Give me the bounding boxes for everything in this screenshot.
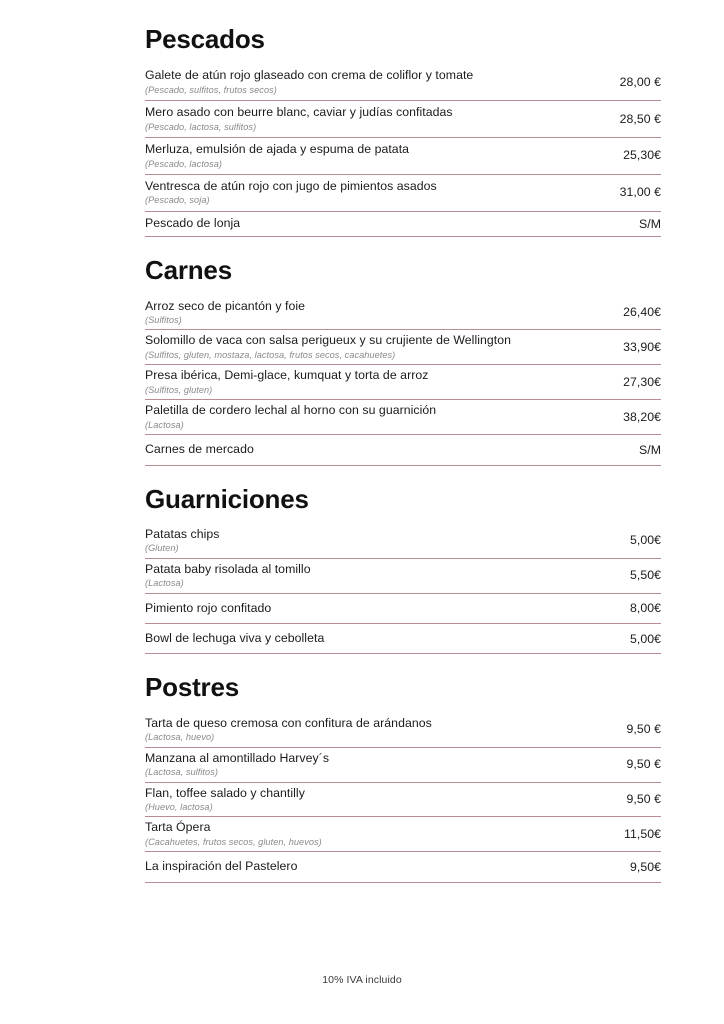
section-title-guarniciones: Guarniciones bbox=[145, 483, 309, 514]
menu-item-name: Tarta de queso cremosa con confitura de arándanos bbox=[145, 715, 432, 730]
section-title-carnes: Carnes bbox=[145, 255, 232, 286]
menu-item-main bbox=[145, 785, 587, 814]
vat-note: 10% IVA incluido bbox=[322, 974, 402, 986]
menu-item-name: Arroz seco de picantón y foie bbox=[145, 298, 306, 313]
menu-item-allergens: (Gluten) bbox=[145, 543, 179, 554]
menu-item-price: S/M bbox=[638, 442, 661, 457]
menu-item-name: Solomillo de vaca con salsa perigueux y su crujiente de Wellington bbox=[145, 333, 512, 348]
menu-item-name: Pimiento rojo confitado bbox=[145, 600, 272, 615]
menu-item-price: 9,50€ bbox=[629, 859, 661, 874]
menu-item-main bbox=[145, 441, 587, 458]
menu-item-row bbox=[145, 783, 661, 818]
menu-item-main bbox=[145, 402, 587, 431]
menu-item-row bbox=[145, 330, 661, 365]
menu-item-allergens: (Sulfitos, gluten) bbox=[145, 384, 213, 395]
menu-item-row bbox=[145, 175, 661, 212]
menu-section-guarniciones bbox=[145, 483, 661, 655]
menu-item-price: 9,50 € bbox=[626, 791, 661, 806]
menu-item-row bbox=[145, 400, 661, 435]
menu-item-main bbox=[145, 600, 587, 617]
menu-item-allergens: (Pescado, sulfitos, frutos secos) bbox=[145, 84, 277, 95]
menu-item-name: Patata baby risolada al tomillo bbox=[145, 561, 311, 576]
menu-item-name: Mero asado con beurre blanc, caviar y judías confitadas bbox=[145, 105, 453, 120]
menu-item-row bbox=[145, 524, 661, 559]
menu-item-allergens: (Cacahuetes, frutos secos, gluten, huevos) bbox=[145, 836, 322, 847]
menu-item-main bbox=[145, 104, 587, 133]
menu-item-name: Paletilla de cordero lechal al horno con su guarnición bbox=[145, 403, 437, 418]
menu-item-allergens: (Pescado, soja) bbox=[145, 195, 210, 206]
menu-item-price: 28,50 € bbox=[619, 111, 661, 126]
menu-item-price: 9,50 € bbox=[626, 757, 661, 772]
menu-item-row bbox=[145, 212, 661, 237]
menu-item-row bbox=[145, 748, 661, 783]
menu-item-list bbox=[145, 296, 661, 466]
menu-item-name: La inspiración del Pastelero bbox=[145, 859, 298, 874]
menu-item-row bbox=[145, 624, 661, 654]
menu-item-allergens: (Sulfitos) bbox=[145, 315, 182, 325]
menu-item-name: Carnes de mercado bbox=[145, 442, 254, 457]
menu-item-name: Tarta Ópera bbox=[145, 820, 211, 835]
menu-item-main bbox=[145, 715, 587, 744]
menu-item-price: 11,50€ bbox=[624, 826, 661, 841]
menu-item-name: Pescado de lonja bbox=[145, 215, 241, 230]
menu-item-main bbox=[145, 298, 587, 327]
menu-item-name: Ventresca de atún rojo con jugo de pimientos asados bbox=[145, 178, 437, 193]
section-title-pescados: Pescados bbox=[145, 24, 265, 54]
menu-item-price: S/M bbox=[638, 216, 661, 231]
menu-item-row bbox=[145, 713, 661, 748]
menu-item-row bbox=[145, 559, 661, 594]
menu-section-pescados bbox=[145, 26, 661, 237]
menu-item-allergens: (Pescado, lactosa, sulfitos) bbox=[145, 121, 257, 132]
menu-item-row bbox=[145, 594, 661, 624]
menu-item-name: Presa ibérica, Demi-glace, kumquat y torta de arroz bbox=[145, 368, 429, 383]
menu-item-price: 26,40€ bbox=[623, 304, 661, 319]
menu-item-row bbox=[145, 101, 661, 138]
menu-item-main bbox=[145, 332, 587, 361]
menu-item-row bbox=[145, 852, 661, 882]
menu-item-price: 5,00€ bbox=[629, 533, 661, 548]
menu-item-name: Patatas chips bbox=[145, 526, 220, 541]
menu-section-postres bbox=[145, 674, 661, 882]
menu-item-list bbox=[145, 524, 661, 655]
menu-item-name: Bowl de lechuga viva y cebolleta bbox=[145, 631, 325, 645]
menu-item-main bbox=[145, 819, 587, 848]
menu-item-row bbox=[145, 365, 661, 400]
menu-item-name: Flan, toffee salado y chantilly bbox=[145, 785, 305, 800]
menu-item-allergens: (Sulfitos, gluten, mostaza, lactosa, frutos secos, cacahuetes) bbox=[145, 349, 396, 360]
menu-item-price: 38,20€ bbox=[623, 409, 661, 424]
menu-item-price: 28,00 € bbox=[619, 74, 661, 89]
menu-item-main bbox=[145, 630, 587, 647]
menu-item-price: 8,00€ bbox=[629, 601, 661, 616]
menu-item-main bbox=[145, 750, 587, 779]
menu-item-list bbox=[145, 64, 661, 237]
menu-item-row bbox=[145, 64, 661, 101]
menu-item-allergens: (Lactosa) bbox=[145, 419, 184, 430]
menu-item-row bbox=[145, 435, 661, 465]
menu-item-price: 27,30€ bbox=[623, 374, 661, 389]
menu-item-list bbox=[145, 713, 661, 883]
menu-item-price: 31,00 € bbox=[619, 185, 661, 200]
menu-item-row bbox=[145, 296, 661, 331]
menu-item-main bbox=[145, 367, 587, 396]
menu-item-main bbox=[145, 561, 587, 590]
menu-item-name: Galete de atún rojo glaseado con crema de coliflor y tomate bbox=[145, 68, 474, 83]
menu-item-price: 5,50€ bbox=[629, 568, 661, 583]
menu-sections-container bbox=[145, 26, 661, 883]
menu-item-main bbox=[145, 526, 587, 555]
menu-item-allergens: (Lactosa, sulfitos) bbox=[145, 767, 218, 778]
menu-item-allergens: (Pescado, lactosa) bbox=[145, 158, 222, 169]
menu-item-allergens: (Lactosa) bbox=[145, 578, 184, 589]
menu-item-main bbox=[145, 215, 587, 232]
menu-item-name: Manzana al amontillado Harvey´s bbox=[145, 750, 330, 765]
menu-item-row bbox=[145, 817, 661, 852]
menu-item-main bbox=[145, 178, 587, 207]
menu-section-carnes bbox=[145, 257, 661, 465]
menu-item-price: 33,90€ bbox=[623, 339, 661, 354]
menu-item-allergens: (Lactosa, huevo) bbox=[145, 732, 215, 743]
menu-item-row bbox=[145, 138, 661, 175]
menu-item-price: 9,50 € bbox=[626, 722, 661, 737]
menu-item-name: Merluza, emulsión de ajada y espuma de patata bbox=[145, 142, 410, 157]
menu-item-price: 25,30€ bbox=[623, 148, 661, 163]
menu-item-main bbox=[145, 67, 587, 96]
menu-item-main bbox=[145, 141, 587, 170]
menu-item-allergens: (Huevo, lactosa) bbox=[145, 801, 213, 812]
menu-item-price: 5,00€ bbox=[629, 631, 661, 646]
menu-item-main bbox=[145, 858, 587, 875]
section-title-postres: Postres bbox=[145, 672, 239, 703]
